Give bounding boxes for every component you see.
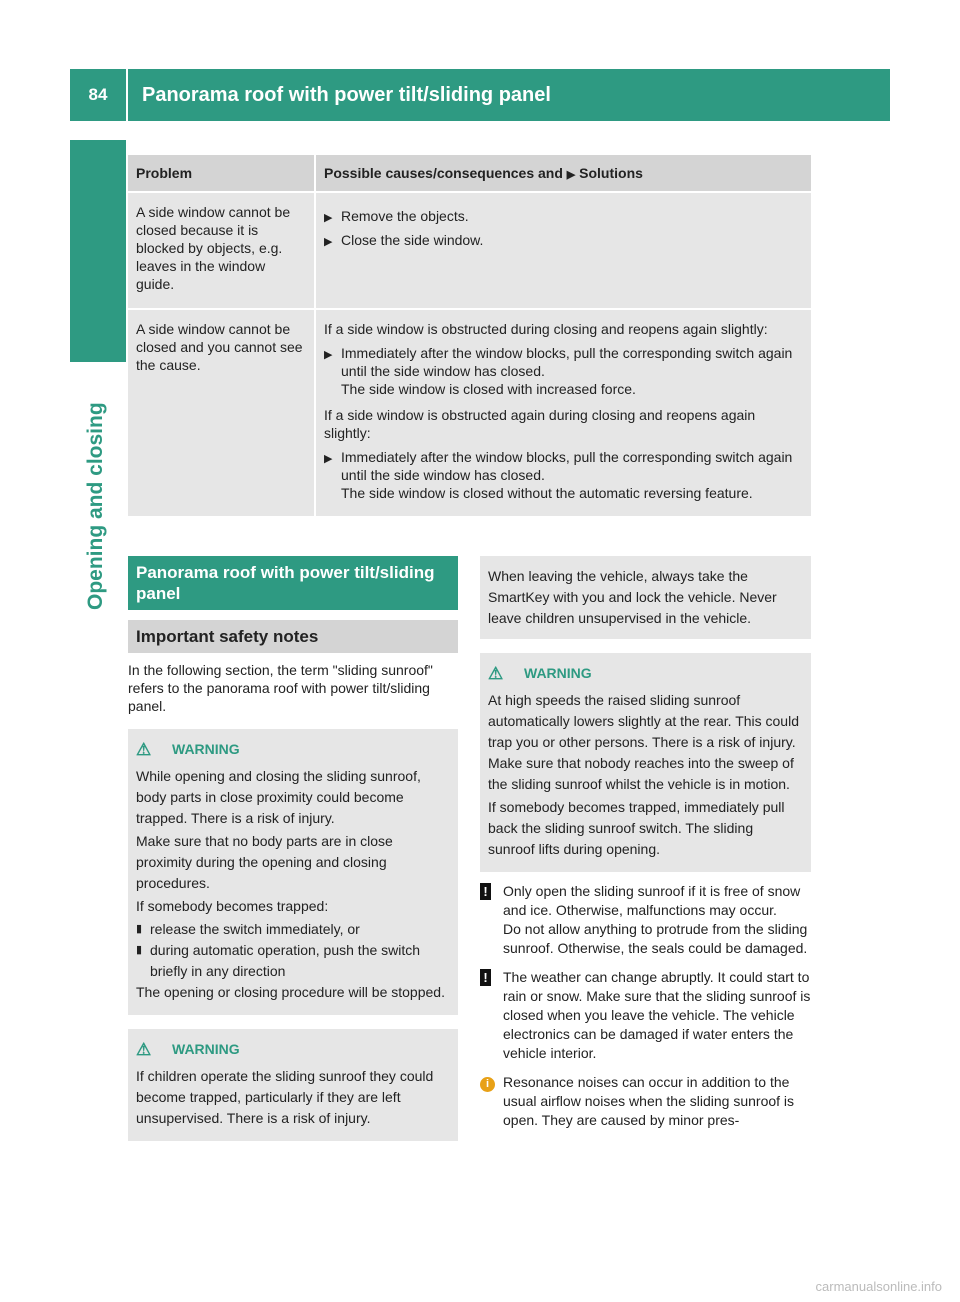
solution-cell: If a side window is obstructed during closing and reopens again slightly: ▶ Immediately after the window blocks, pull the corresponding switch again until the side window has closed. The side window is closed with increased force. If a side window is obstructed again during closing and reopens again slightly: ▶ Immediately after the window blocks, pull the corresponding switch again until the side window has closed. The side window is closed without the automatic reversing feature.	[316, 310, 811, 516]
info-box: When leaving the vehicle, always take the SmartKey with you and lock the vehicle. Never leave children unsupervised in the vehicle.	[480, 556, 811, 639]
intro-text: In the following section, the term "sliding sunroof" refers to the panorama roof with power tilt/sliding panel.	[128, 662, 433, 714]
table-row	[128, 310, 811, 516]
arrow-icon: ▶	[324, 236, 333, 248]
arrow-icon: ▶	[324, 453, 333, 465]
bullet-icon: ▮	[136, 944, 143, 956]
section-title: Panorama roof with power tilt/sliding panel	[128, 556, 458, 610]
right-column	[480, 556, 811, 1130]
info-icon: i	[480, 1077, 495, 1092]
warning-triangle-icon: ⚠	[488, 664, 504, 683]
arrow-icon: ▶	[324, 212, 333, 224]
warning-triangle-icon: ⚠	[136, 740, 152, 759]
chapter-label-text: Opening and closing	[84, 402, 107, 610]
problem-table	[128, 155, 811, 516]
problem-cell: A side window cannot be closed and you cannot see the cause.	[128, 310, 316, 516]
arrow-icon: ▶	[566, 169, 576, 181]
warning-box: ⚠ WARNING At high speeds the raised sliding sunroof automatically lowers slightly at the rear. This could trap you or other persons. There is a risk of injury. Make sure that nobody reaches into the sweep of the sliding sunroof whilst the vehicle is in motion. If somebody becomes trapped, immediately pull back the sliding sunroof switch. The sliding sunroof lifts during opening.	[480, 653, 811, 872]
problem-cell: A side window cannot be closed because it is blocked by objects, e.g. leaves in the window guide.	[128, 191, 316, 310]
table-header-solutions: Possible causes/consequences and ▶ Solutions	[316, 155, 811, 191]
solution-cell: ▶ Remove the objects. ▶ Close the side window.	[316, 191, 811, 310]
info-note: i Resonance noises can occur in addition to the usual airflow noises when the sliding sunroof is open. They are caused by minor pres-	[480, 1073, 811, 1130]
table-header-problem: Problem	[128, 155, 316, 191]
bullet-icon: ▮	[136, 923, 143, 935]
warning-box: ⚠ WARNING If children operate the sliding sunroof they could become trapped, particularly if they are left unsupervised. There is a risk of injury.	[128, 1029, 458, 1141]
page-title: Panorama roof with power tilt/sliding panel	[128, 69, 890, 121]
warning-box: ⚠ WARNING While opening and closing the sliding sunroof, body parts in close proximity could become trapped. There is a risk of injury. Make sure that no body parts are in close proximity during the opening and closing procedures. If somebody becomes trapped: ▮ release the switch immediately, or ▮ during automatic operation, push the switch briefly in any direction The opening or closing procedure will be stopped.	[128, 729, 458, 1015]
arrow-icon: ▶	[324, 349, 333, 361]
caution-note: ! Only open the sliding sunroof if it is free of snow and ice. Otherwise, malfunctions may occur. Do not allow anything to protrude from the sliding sunroof. Otherwise, the seals could be damaged.	[480, 882, 811, 958]
exclamation-icon: !	[480, 883, 491, 900]
warning-triangle-icon: ⚠	[136, 1040, 152, 1059]
caution-note: ! The weather can change abruptly. It could start to rain or snow. Make sure that the sliding sunroof is closed when you leave the vehicle. The vehicle electronics can be damaged if water enters the vehicle interior.	[480, 968, 811, 1063]
exclamation-icon: !	[480, 969, 491, 986]
page-number: 84	[70, 69, 126, 121]
left-column	[128, 556, 458, 1141]
chapter-label	[70, 360, 126, 610]
watermark: carmanualsonline.info	[815, 1279, 942, 1294]
subsection-title: Important safety notes	[128, 620, 458, 653]
chapter-tab	[70, 140, 126, 362]
table-row	[128, 191, 811, 310]
